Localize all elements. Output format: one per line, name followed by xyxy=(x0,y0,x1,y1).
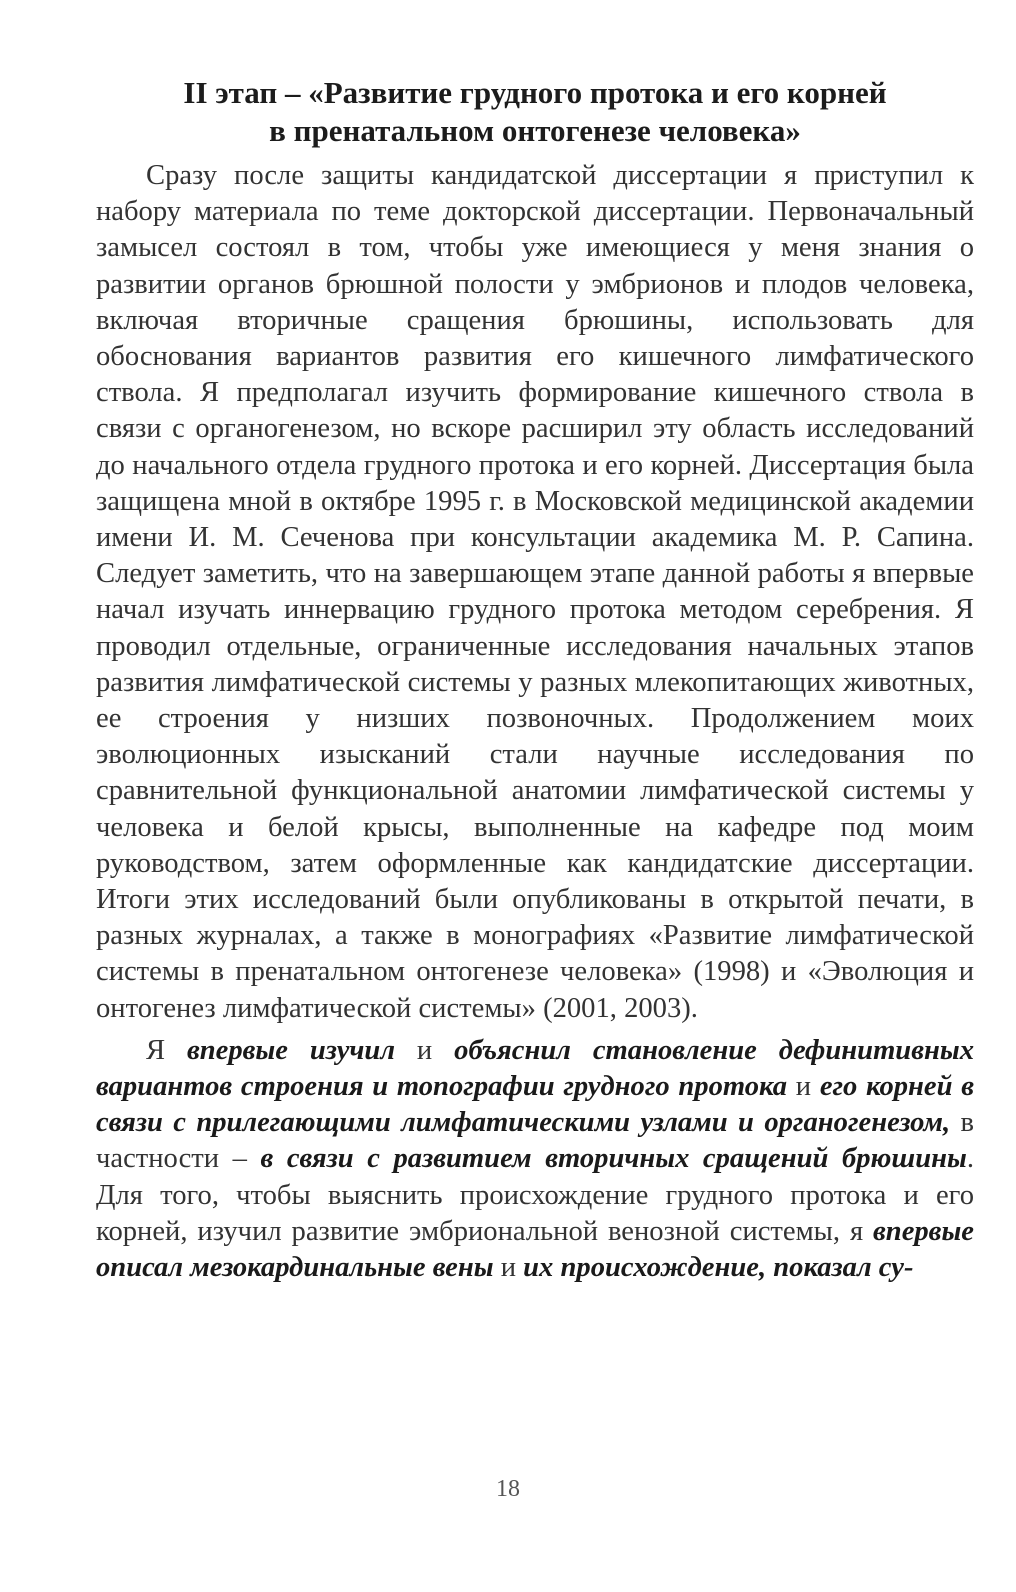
emphasis-run: их происхождение, показал су- xyxy=(523,1252,914,1284)
emphasis-run: объяснил становление дефинитивных вариантов строения и топографии грудного протока xyxy=(96,1034,974,1103)
emphasis-run: впервые изучил xyxy=(186,1034,396,1066)
heading-line-2: в пренатальном онтогенезе человека» xyxy=(269,113,801,148)
text-run: . Для того, чтобы выяснить происхождение грудного протока и его корней, изучил развитие эмбриональной венозной системы, я xyxy=(96,1143,974,1247)
text-run: и xyxy=(395,1034,455,1066)
paragraph-1: Сразу после защиты кандидатской диссертации я приступил к набору материала по теме докторской диссертации. Первоначальный замысел состоял в том, чтобы уже имеющиеся у меня знания о развитии органов брюшной полости у эмбрионов и плодов человека, включая вторичные сращения брюшины, использовать для обоснования вариантов развития его кишечного лимфатического ствола. Я предполагал изучить формирование кишечного ствола в связи с органогенезом, но вскоре расширил эту область исследований до начального отдела грудного протока и его корней. Диссертация была защищена мной в октябре 1995 г. в Московской медицинской академии имени И. М. Сеченова при консультации академика М. Р. Сапина. Следует заметить, что на завершающем этапе данной работы я впервые начал изучать иннервацию грудного протока методом серебрения. Я проводил отдельные, ограниченные исследования начальных этапов развития лимфатической системы у разных млекопитающих животных, ее строения у низших позвоночных. Продолжением моих эволюционных изысканий стали научные исследования по сравнительной функциональной анатомии лимфатической системы у человека и белой крысы, выполненные на кафедре под моим руководством, затем оформленные как кандидатские диссертации. Итоги этих исследований были опубликованы в открытой печати, в разных журналах, а также в монографиях «Развитие лимфатической системы в пренатальном онтогенезе человека» (1998) и «Эволюция и онтогенез лимфатической системы» (2001, 2003). xyxy=(96,160,974,1024)
emphasis-run: его корней в связи с прилегающими лимфатическими узлами и органогенезом, xyxy=(96,1071,974,1139)
paragraph-2 xyxy=(96,1033,974,1286)
text-run: и xyxy=(493,1252,524,1284)
page-body xyxy=(96,74,974,1286)
emphasis-run: в связи с развитием вторичных сращений брюшины xyxy=(260,1143,967,1175)
page-number: 18 xyxy=(496,1476,520,1502)
text-run: в частности – xyxy=(96,1107,975,1175)
text-run: Я xyxy=(146,1034,187,1066)
emphasis-run: впервые описал мезокардинальные вены xyxy=(96,1215,974,1284)
section-heading xyxy=(96,74,974,150)
heading-line-1: II этап – «Развитие грудного протока и его корней xyxy=(183,75,887,110)
text-run: и xyxy=(787,1071,820,1103)
